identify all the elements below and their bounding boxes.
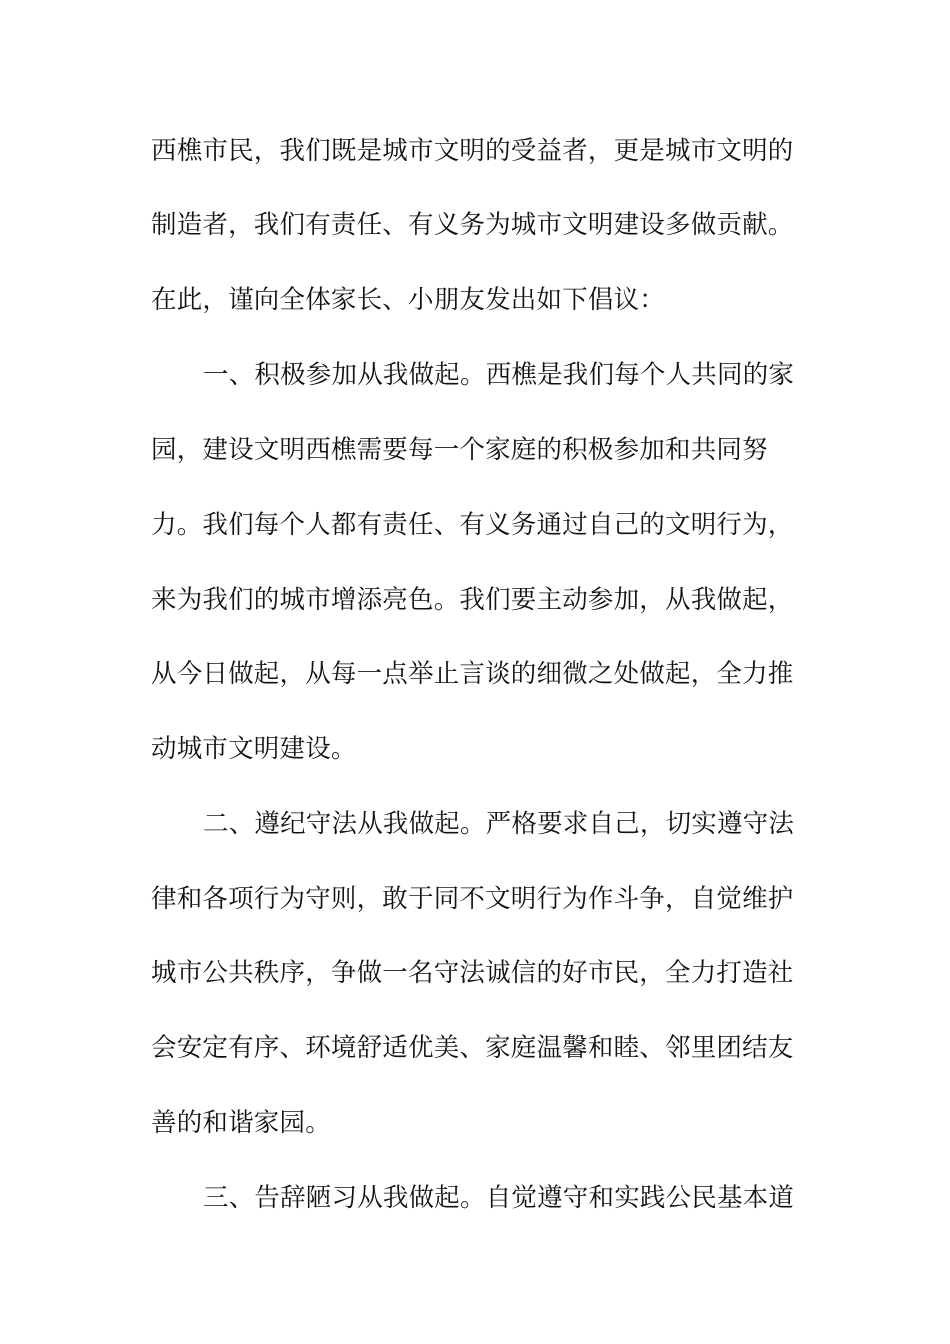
text-line: 在此，谨向全体家长、小朋友发出如下倡议：: [151, 285, 666, 315]
text-line: 动城市文明建设。: [151, 734, 357, 764]
text-line: 来为我们的城市增添亮色。我们要主动参加，从我做起，: [151, 585, 794, 615]
text-line: 会安定有序、环境舒适优美、家庭温馨和睦、邻里团结友: [151, 1033, 794, 1063]
text-line: 园，建设文明西樵需要每一个家庭的积极参加和共同努: [151, 435, 768, 465]
text-line: 西樵市民，我们既是城市文明的受益者，更是城市文明的: [151, 136, 794, 166]
text-line: 力。我们每个人都有责任、有义务通过自己的文明行为，: [151, 510, 794, 540]
paragraph-3-first-line: 三、告辞陋习从我做起。自觉遵守和实践公民基本道: [203, 1183, 795, 1213]
text-line: 制造者，我们有责任、有义务为城市文明建设多做贡献。: [151, 210, 794, 240]
text-line: 律和各项行为守则，敢于同不文明行为作斗争，自觉维护: [151, 884, 794, 914]
paragraph-1-first-line: 一、积极参加从我做起。西樵是我们每个人共同的家: [203, 360, 795, 390]
text-line: 善的和谐家园。: [151, 1108, 331, 1138]
text-line: 从今日做起，从每一点举止言谈的细微之处做起，全力推: [151, 659, 794, 689]
text-line: 城市公共秩序，争做一名守法诚信的好市民，全力打造社: [151, 958, 794, 988]
paragraph-2-first-line: 二、遵纪守法从我做起。严格要求自己，切实遵守法: [203, 809, 795, 839]
